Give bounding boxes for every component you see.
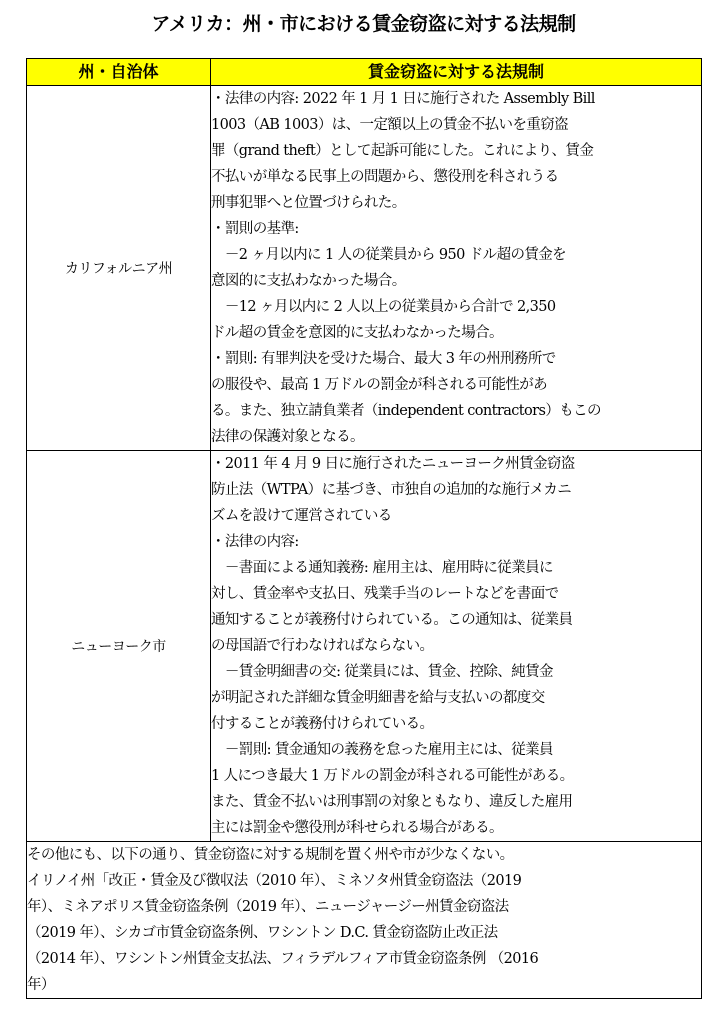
content-line: 付することが義務付けられている。 [211,716,434,732]
content-line: る。また、独立請負業者（independent contractors）もこの [211,403,601,419]
content-line: 法律の保護対象となる。 [211,429,364,445]
footer-line: （2019 年）、シカゴ市賃金窃盗条例、ワシントン D.C. 賃金窃盗防止改正法 [27,925,498,941]
footer-line: （2014 年）、ワシントン州賃金支払法、フィラデルフィア市賃金窃盗条例 （2016 [27,951,539,967]
region-new-york-city: ニューヨーク市 [27,451,211,842]
content-line: 対し、賃金率や支払日、残業手当のレートなどを書面で [211,586,559,602]
table-header-row [27,59,702,86]
content-line: 意図的に支払わなかった場合。 [211,273,406,289]
content-line: ・2011 年 4 月 9 日に施行されたニューヨーク州賃金窃盗 [211,456,575,472]
content-line: ・法律の内容: [211,534,299,550]
regulation-table [26,58,702,999]
table-row-new-york-city [27,451,702,842]
content-line: 1003（AB 1003）は、一定額以上の賃金不払いを重窃盗 [211,117,569,133]
content-line: －書面による通知義務: 雇用主は、雇用時に従業員に [211,560,553,576]
content-line: ・罰則の基準: [211,221,299,237]
content-line: 刑事犯罪へと位置づけられた。 [211,195,406,211]
content-line: の服役や、最高 1 万ドルの罰金が科される可能性があ [211,377,548,393]
content-line: ・法律の内容: 2022 年 1 月 1 日に施行された Assembly Bill [211,91,595,107]
header-region: 州・自治体 [27,59,211,86]
content-line: の母国語で行わなければならない。 [211,638,434,654]
footer-line: 年）、ミネアポリス賃金窃盗条例（2019 年）、ニュージャージー州賃金窃盗法 [27,899,509,915]
footer-line: その他にも、以下の通り、賃金窃盗に対する規制を置く州や市が少なくない。 [27,847,514,863]
content-line: ドル超の賃金を意図的に支払わなかった場合。 [211,325,503,341]
content-line: 不払いが単なる民事上の問題から、懲役刑を科されうる [211,169,559,185]
content-line: また、賃金不払いは刑事罰の対象ともなり、違反した雇用 [211,794,573,810]
content-line: 通知することが義務付けられている。この通知は、従業員 [211,612,573,628]
content-line: 1 人につき最大 1 万ドルの罰金が科される可能性がある。 [211,768,574,784]
content-line: 罪（grand theft）として起訴可能にした。これにより、賃金 [211,143,594,159]
footer-line: 年） [27,977,55,993]
content-line: －罰則: 賃金通知の義務を怠った雇用主には、従業員 [211,742,553,758]
content-line: が明記された詳細な賃金明細書を給与支払いの都度交 [211,690,545,706]
content-line: －2 ヶ月以内に 1 人の従業員から 950 ドル超の賃金を [211,247,567,263]
page-title: アメリカ：州・市における賃金窃盗に対する法規制 [151,13,576,35]
content-line: －12 ヶ月以内に 2 人以上の従業員から合計で 2,350 [211,299,556,315]
content-line: 防止法（WTPA）に基づき、市独自の追加的な施行メカニ [211,482,572,498]
other-regulations-note [27,842,702,999]
header-regulation: 賃金窃盗に対する法規制 [211,59,702,86]
table-footer-row [27,842,702,999]
region-california: カリフォルニア州 [27,86,211,451]
content-line: 主には罰金や懲役刑が科せられる場合がある。 [211,820,503,836]
content-line: ・罰則: 有罪判決を受けた場合、最大 3 年の州刑務所で [211,351,556,367]
content-line: －賃金明細書の交: 従業員には、賃金、控除、純賃金 [211,664,553,680]
regulation-california [211,86,702,451]
regulation-new-york-city [211,451,702,842]
table-row-california [27,86,702,451]
footer-line: イリノイ州「改正・賃金及び徴収法（2010 年）、ミネソタ州賃金窃盗法（2019 [27,873,522,889]
content-line: ズムを設けて運営されている [211,508,392,524]
